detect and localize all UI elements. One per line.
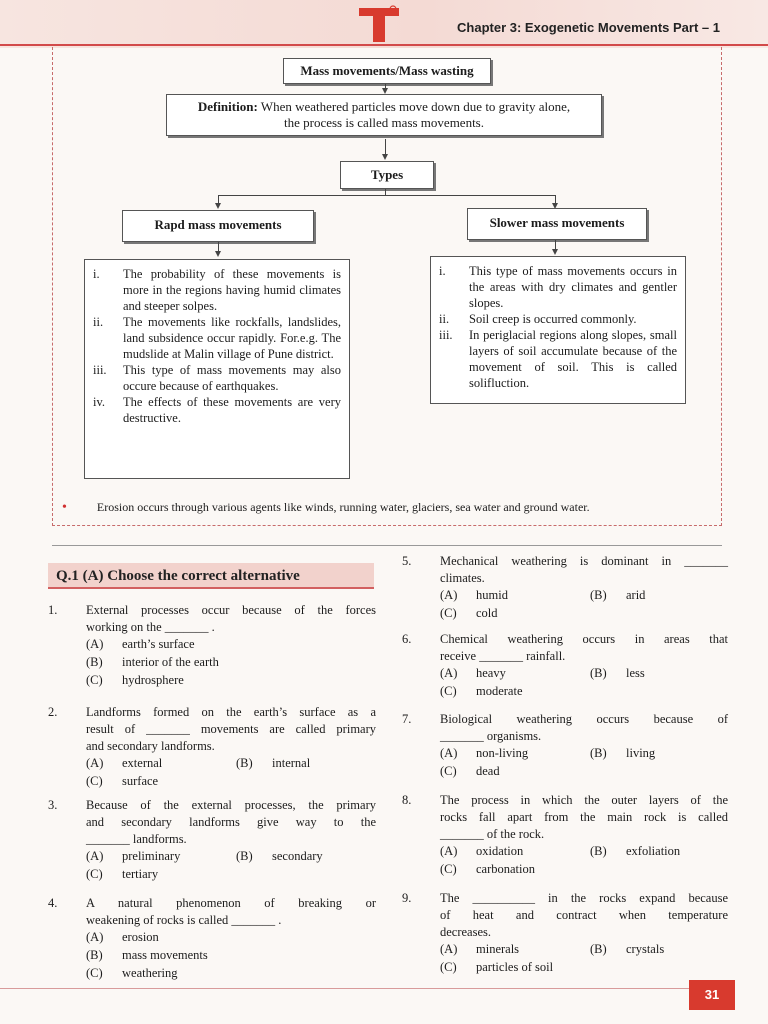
question-number: 5. bbox=[402, 554, 412, 568]
slower-title-box: Slower mass movements bbox=[467, 208, 647, 240]
option-text: crystals bbox=[626, 942, 665, 956]
option-text: weathering bbox=[122, 966, 178, 980]
option-text: dead bbox=[476, 764, 500, 778]
option-text: surface bbox=[122, 774, 159, 788]
list-item: ii. The movements like rockfalls, landslides, land subsidence occur rapidly. For.e.g. The mudslide at Malin village of Pune district. bbox=[93, 315, 341, 361]
option-row bbox=[440, 959, 728, 977]
option-letter: (B) bbox=[590, 746, 607, 760]
question-text-line: rocks fall apart from the main rock is called bbox=[440, 810, 728, 824]
option-row bbox=[86, 866, 376, 884]
question-text-line: climates. bbox=[440, 571, 485, 585]
bullet-icon: • bbox=[62, 500, 67, 515]
header-rule bbox=[0, 44, 768, 46]
option-text: living bbox=[626, 746, 656, 760]
types-box: Types bbox=[340, 161, 434, 189]
option-row bbox=[86, 947, 376, 965]
question-text-line: weakening of rocks is called _______ . bbox=[86, 913, 282, 927]
arrow-down-icon bbox=[552, 249, 558, 255]
list-item: iii. In periglacial regions along slopes, small layers of soil accumulate because of the movement of soil. This is called solifluction. bbox=[439, 328, 677, 390]
question-text-line: and secondary landforms. bbox=[86, 739, 215, 753]
option-letter: (B) bbox=[236, 756, 253, 770]
option-letter: (C) bbox=[86, 867, 103, 881]
section-divider bbox=[52, 545, 722, 546]
option-text: moderate bbox=[476, 684, 523, 698]
option-letter: (A) bbox=[440, 666, 458, 680]
option-letter: (B) bbox=[86, 948, 103, 962]
option-letter: (C) bbox=[86, 966, 103, 980]
question-text-line: decreases. bbox=[440, 925, 492, 939]
option-text: erosion bbox=[122, 930, 159, 944]
question-text-line: Chemical weathering occurs in areas that bbox=[440, 632, 728, 646]
question-text-line: Because of the external processes, the primary bbox=[86, 798, 376, 812]
question-number: 6. bbox=[402, 632, 412, 646]
option-letter: (A) bbox=[440, 588, 458, 602]
option-row bbox=[86, 755, 376, 773]
option-text: secondary bbox=[272, 849, 323, 863]
option-text: mass movements bbox=[122, 948, 208, 962]
list-item: ii. Soil creep is occurred commonly. bbox=[439, 312, 637, 326]
question-number: 4. bbox=[48, 896, 58, 910]
option-row bbox=[440, 605, 728, 623]
option-letter: (C) bbox=[440, 862, 457, 876]
question-text-line: The __________ in the rocks expand because bbox=[440, 891, 728, 905]
option-letter: (A) bbox=[440, 942, 458, 956]
connector bbox=[385, 139, 386, 155]
option-row bbox=[440, 861, 728, 879]
arrow-down-icon bbox=[215, 251, 221, 257]
question-text-line: A natural phenomenon of breaking or bbox=[86, 896, 376, 910]
option-letter: (A) bbox=[86, 849, 104, 863]
option-letter: (A) bbox=[86, 930, 104, 944]
question-text-line: The process in which the outer layers of the bbox=[440, 793, 728, 807]
option-row bbox=[440, 843, 728, 861]
question-number: 9. bbox=[402, 891, 412, 905]
option-text: cold bbox=[476, 606, 498, 620]
option-letter: (B) bbox=[590, 588, 607, 602]
option-letter: (A) bbox=[86, 756, 104, 770]
option-text: carbonation bbox=[476, 862, 536, 876]
question-text-line: _______ organisms. bbox=[440, 729, 542, 743]
slower-list bbox=[430, 256, 686, 404]
option-letter: (C) bbox=[440, 960, 457, 974]
option-letter: (B) bbox=[590, 844, 607, 858]
question-number: 2. bbox=[48, 705, 58, 719]
option-text: interior of the earth bbox=[122, 655, 219, 669]
option-text: external bbox=[122, 756, 163, 770]
footer-rule bbox=[0, 988, 689, 989]
option-letter: (C) bbox=[86, 774, 103, 788]
option-text: internal bbox=[272, 756, 311, 770]
option-letter: (B) bbox=[590, 666, 607, 680]
option-row bbox=[440, 683, 728, 701]
option-letter: (C) bbox=[440, 606, 457, 620]
option-row bbox=[440, 745, 728, 763]
list-item: iii. This type of mass movements may also occure because of earthquakes. bbox=[93, 363, 341, 393]
option-row bbox=[86, 965, 376, 983]
option-row bbox=[440, 665, 728, 683]
definition-box bbox=[166, 94, 602, 136]
section-title: Q.1 (A) Choose the correct alternative bbox=[48, 563, 374, 589]
option-row bbox=[440, 763, 728, 781]
question-text-line: receive _______ rainfall. bbox=[440, 649, 566, 663]
page-number: 31 bbox=[689, 980, 735, 1010]
option-row bbox=[86, 848, 376, 866]
arrow-down-icon bbox=[382, 154, 388, 160]
question-text-line: Biological weathering occurs because of bbox=[440, 712, 728, 726]
flow-title-box: Mass movements/Mass wasting bbox=[283, 58, 491, 84]
option-letter: (A) bbox=[440, 844, 458, 858]
option-text: particles of soil bbox=[476, 960, 554, 974]
option-text: hydrosphere bbox=[122, 673, 184, 687]
option-row bbox=[440, 587, 728, 605]
question-number: 8. bbox=[402, 793, 412, 807]
option-text: non-living bbox=[476, 746, 529, 760]
question-text-line: working on the _______ . bbox=[86, 620, 215, 634]
erosion-note bbox=[62, 500, 590, 516]
option-text: earth’s surface bbox=[122, 637, 195, 651]
question-text-line: Landforms formed on the earth’s surface as a bbox=[86, 705, 376, 719]
list-item: i. This type of mass movements occurs in the areas with dry climates and gentler slopes. bbox=[439, 264, 677, 310]
option-row bbox=[86, 654, 376, 672]
connector bbox=[218, 195, 555, 196]
option-row bbox=[86, 773, 376, 791]
definition-label: Definition: bbox=[197, 99, 258, 114]
option-text: less bbox=[626, 666, 645, 680]
option-text: preliminary bbox=[122, 849, 181, 863]
publisher-logo-icon bbox=[357, 4, 401, 44]
option-row bbox=[86, 929, 376, 947]
option-text: oxidation bbox=[476, 844, 524, 858]
option-letter: (C) bbox=[440, 684, 457, 698]
list-item: i. The probability of these movements is more in the regions having humid climates and steeper solpes. bbox=[93, 267, 341, 313]
question-text-line: of heat and contract when temperature bbox=[440, 908, 728, 922]
option-text: exfoliation bbox=[626, 844, 681, 858]
question-number: 1. bbox=[48, 603, 58, 617]
question-text-line: _______ of the rock. bbox=[440, 827, 545, 841]
option-text: minerals bbox=[476, 942, 520, 956]
rapid-title-box: Rapd mass movements bbox=[122, 210, 314, 242]
arrow-down-icon bbox=[215, 203, 221, 209]
option-text: arid bbox=[626, 588, 646, 602]
option-row bbox=[440, 941, 728, 959]
option-row bbox=[86, 672, 376, 690]
question-text-line: and secondary landforms give way to the bbox=[86, 815, 376, 829]
question-number: 7. bbox=[402, 712, 412, 726]
option-text: humid bbox=[476, 588, 508, 602]
option-text: heavy bbox=[476, 666, 506, 680]
question-text-line: External processes occur because of the forces bbox=[86, 603, 376, 617]
erosion-text: Erosion occurs through various agents like winds, running water, glaciers, sea water and ground water. bbox=[96, 500, 590, 514]
question-text-line: result of _______ movements are called primary bbox=[86, 722, 376, 736]
option-letter: (C) bbox=[440, 764, 457, 778]
option-letter: (B) bbox=[590, 942, 607, 956]
option-letter: (B) bbox=[236, 849, 253, 863]
rapid-list bbox=[84, 259, 350, 479]
option-letter: (A) bbox=[86, 637, 104, 651]
definition-line2: the process is called mass movements. bbox=[283, 115, 484, 130]
option-row bbox=[86, 636, 376, 654]
option-letter: (B) bbox=[86, 655, 103, 669]
question-number: 3. bbox=[48, 798, 58, 812]
list-item: iv. The effects of these movements are very destructive. bbox=[93, 395, 341, 425]
chapter-title: Chapter 3: Exogenetic Movements Part – 1 bbox=[457, 20, 720, 35]
option-letter: (A) bbox=[440, 746, 458, 760]
question-text-line: Mechanical weathering is dominant in _______ bbox=[440, 554, 728, 568]
definition-line1: When weathered particles move down due to gravity alone, bbox=[260, 99, 571, 114]
question-text-line: _______ landforms. bbox=[86, 832, 187, 846]
option-letter: (C) bbox=[86, 673, 103, 687]
option-text: tertiary bbox=[122, 867, 159, 881]
